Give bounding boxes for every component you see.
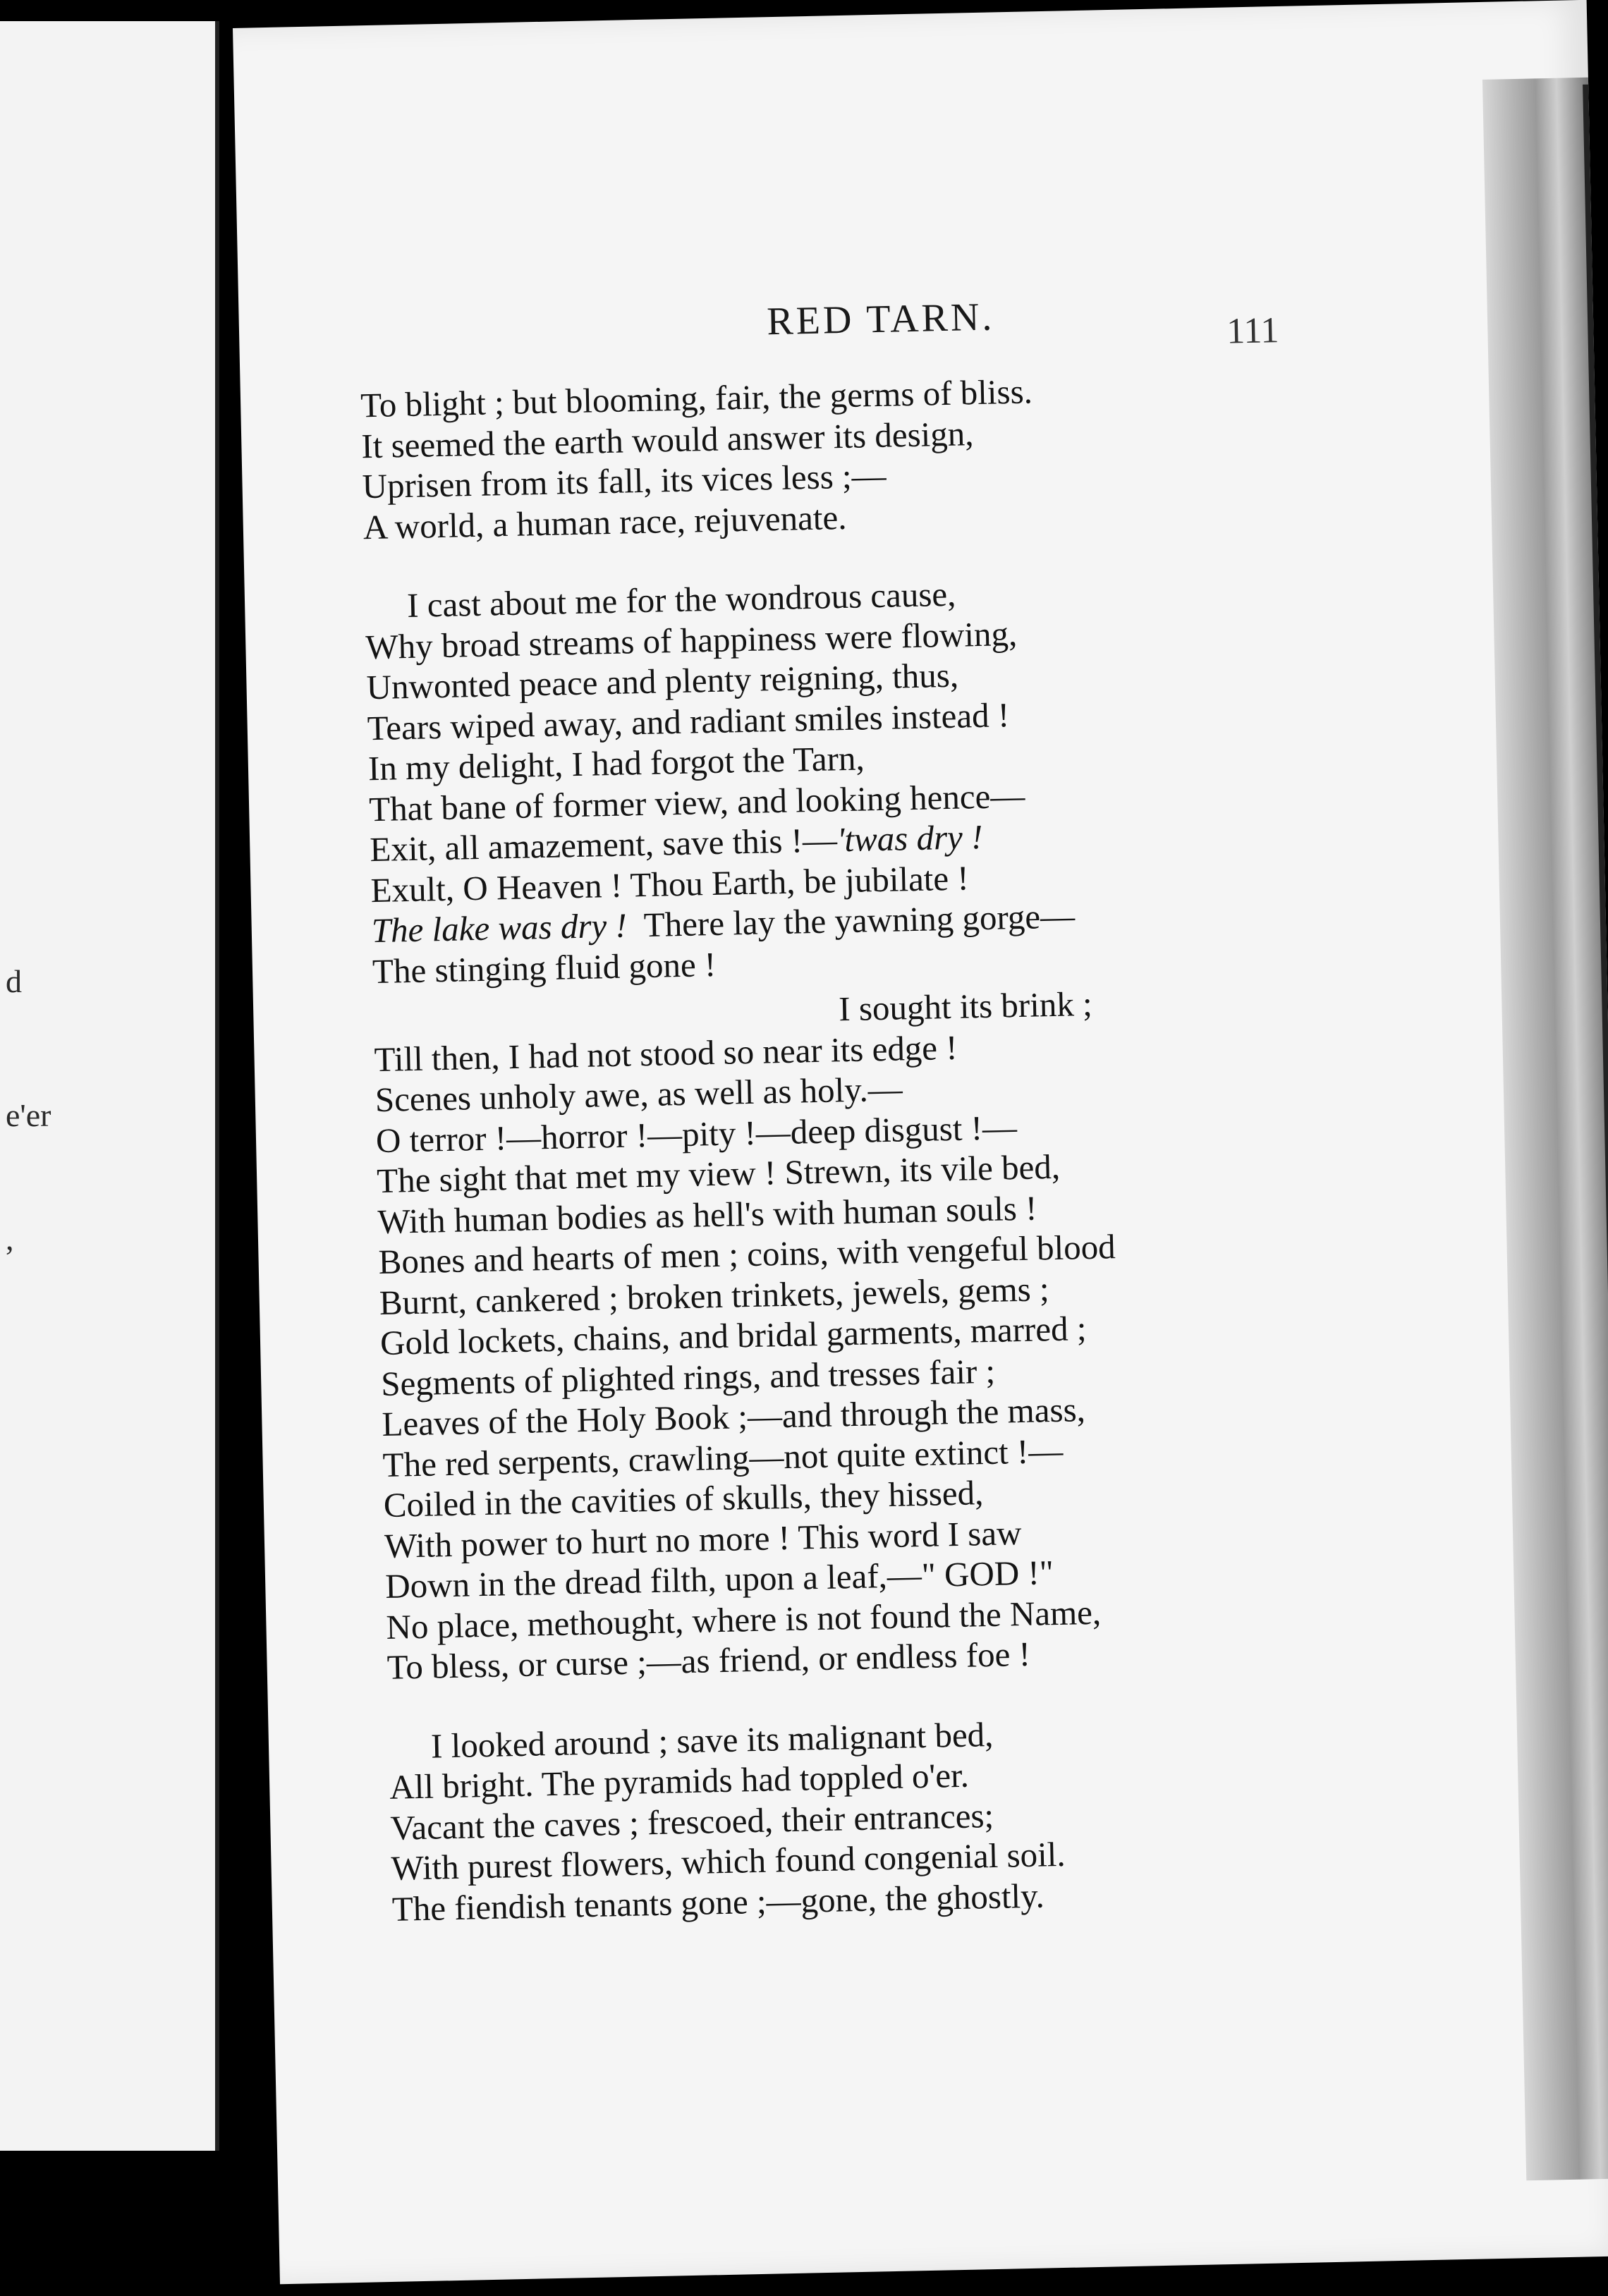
verse-line-italic: The lake was dry ! [371, 905, 628, 951]
verse-line: Exult, O Heaven ! Thou Earth, be jubilate ! [370, 857, 970, 910]
left-page-text-fragment: d [6, 963, 22, 999]
verse-line: No place, methought, where is not found the Name, [385, 1592, 1102, 1647]
verse-line: With human bodies as hell's with human souls ! [377, 1187, 1037, 1241]
verse-line: In my delight, I had forgot the Tarn, [367, 738, 865, 788]
verse-line: To bless, or curse ;—as friend, or endless foe ! [386, 1634, 1031, 1687]
verse-line: The stinging fluid gone ! [372, 944, 717, 991]
verse-line: Why broad streams of happiness were flowing, [365, 613, 1018, 666]
poem-text [360, 362, 1493, 1929]
verse-line: That bane of former view, and looking hence— [368, 776, 1025, 829]
verse-line: I cast about me for the wondrous cause, [406, 574, 956, 625]
verse-line: Vacant the caves ; frescoed, their entrances; [389, 1795, 994, 1848]
verse-line-text: There lay the yawning gorge— [643, 896, 1076, 945]
verse-line: Unwonted peace and plenty reigning, thus, [366, 655, 959, 707]
verse-line: A world, a human race, rejuvenate. [363, 497, 847, 546]
right-page [233, 0, 1608, 2284]
verse-line: Leaves of the Holy Book ;—and through the mass, [381, 1390, 1086, 1443]
page-number: 111 [1226, 310, 1280, 352]
verse-line: All bright. The pyramids had toppled o'er. [389, 1755, 970, 1807]
verse-line: Till then, I had not stood so near its edge ! [374, 1027, 958, 1079]
verse-line: With power to hurt no more ! This word I saw [384, 1513, 1022, 1565]
stanza-4 [388, 1704, 1492, 1929]
verse-line: To blight ; but blooming, fair, the germs of bliss. [360, 372, 1033, 425]
left-page-text-fragment: e'er [6, 1097, 51, 1133]
running-head: RED TARN. [766, 295, 995, 344]
verse-line: Gold lockets, chains, and bridal garments, marred ; [379, 1309, 1087, 1363]
verse-line-italic: 'twas dry ! [836, 817, 983, 860]
stanza-1 [360, 362, 1463, 548]
verse-line: Down in the dread filth, upon a leaf,—" GOD !" [384, 1553, 1054, 1606]
verse-line: It seemed the earth would answer its design, [360, 413, 974, 465]
verse-line: Coiled in the cavities of skulls, they hissed, [383, 1473, 984, 1525]
verse-line: The sight that met my view ! Strewn, its vile bed, [376, 1147, 1061, 1201]
left-page-fragment [0, 21, 219, 2151]
verse-line: Tears wiped away, and radiant smiles instead ! [367, 695, 1010, 747]
verse-line: Bones and hearts of men ; coins, with vengeful blood [378, 1227, 1116, 1282]
verse-line: Burnt, cankered ; broken trinkets, jewels, gems ; [379, 1269, 1050, 1322]
verse-line: O terror !—horror !—pity !—deep disgust !— [375, 1107, 1018, 1160]
verse-line: Scenes unholy awe, as well as holy.— [374, 1069, 903, 1120]
verse-line: With purest flowers, which found congenial soil. [391, 1834, 1066, 1888]
left-page-text-fragment: , [6, 1221, 14, 1257]
stanza-2 [365, 563, 1473, 992]
verse-line-text: Exit, all amazement, save this !— [369, 820, 838, 869]
verse-line: I sought its brink ; [838, 984, 1093, 1029]
stanza-3 [373, 975, 1487, 1687]
verse-line: The red serpents, crawling—not quite extinct !— [382, 1431, 1064, 1484]
verse-line: I looked around ; save its malignant bed, [430, 1714, 994, 1766]
verse-line: Segments of plighted rings, and tresses fair ; [380, 1351, 996, 1403]
verse-line: Uprisen from its fall, its vices less ;— [362, 456, 887, 506]
verse-line: The fiendish tenants gone ;—gone, the ghostly. [391, 1875, 1045, 1929]
